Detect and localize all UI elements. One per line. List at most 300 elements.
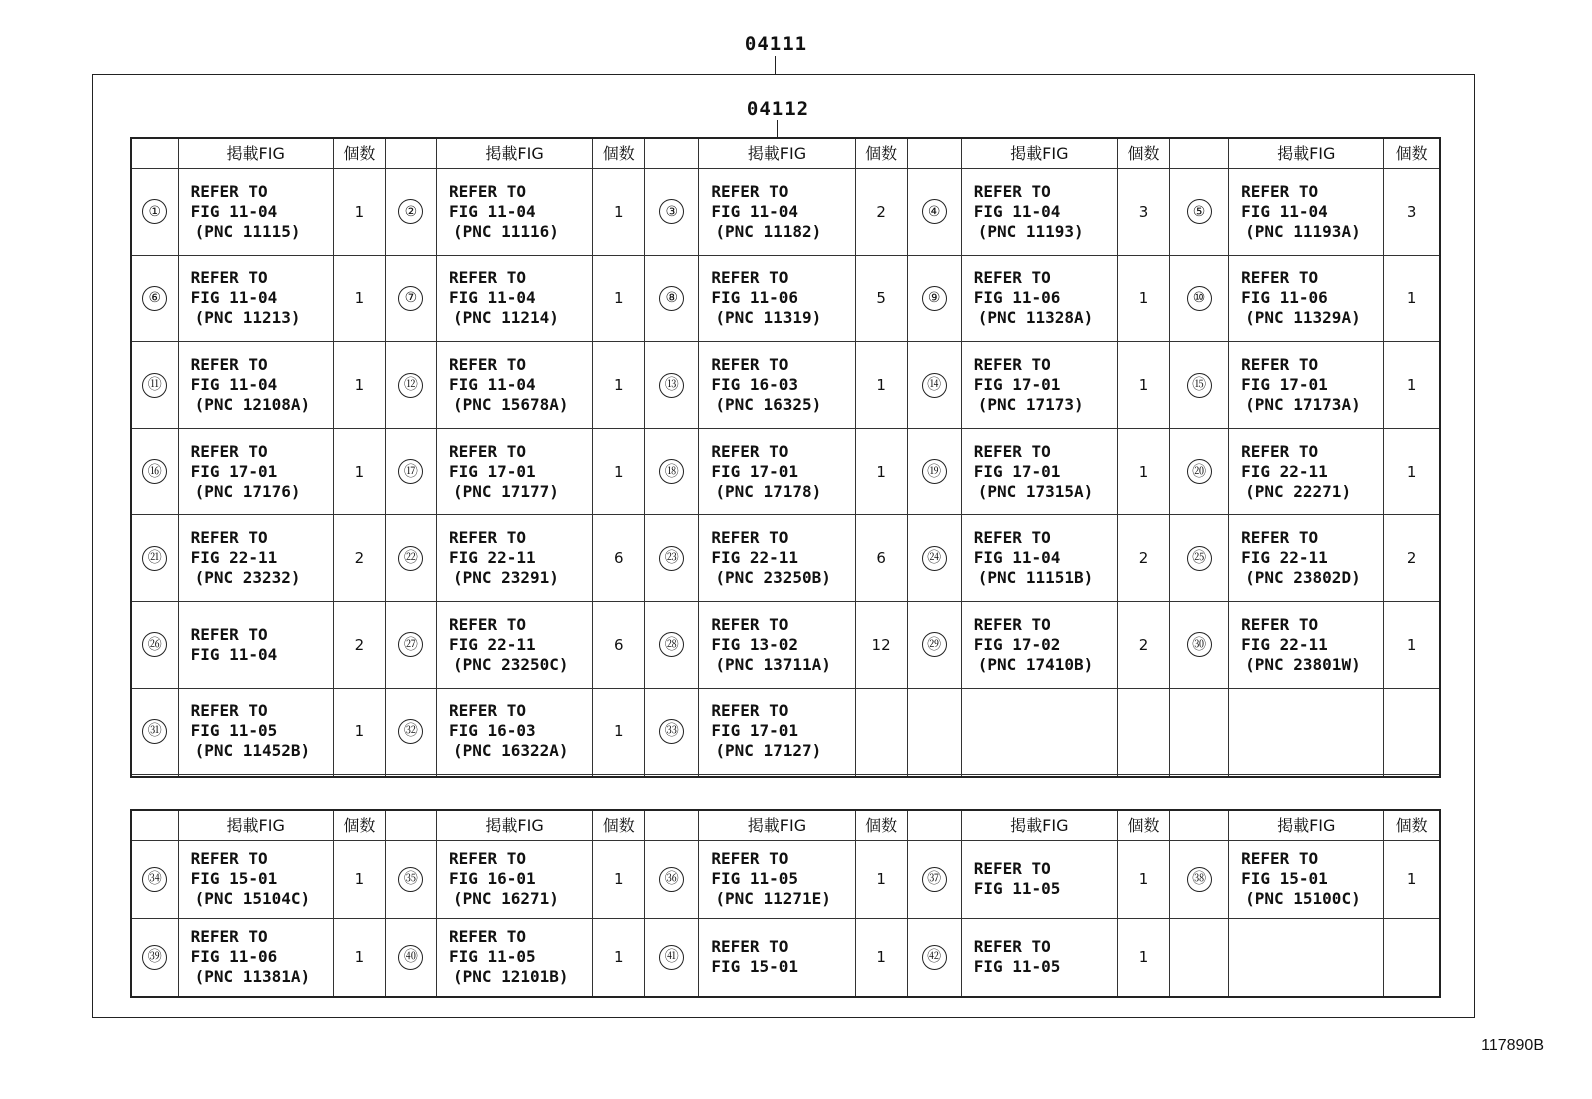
callout-number: ㉞	[142, 867, 167, 892]
reference-cell	[699, 841, 855, 919]
fig-reference: FIG 11-04	[711, 201, 799, 221]
refer-to-text: REFER TO	[448, 927, 526, 947]
callout-number: ①	[142, 199, 167, 224]
quantity-cell	[1117, 688, 1169, 775]
quantity-cell: 1	[855, 428, 907, 515]
callout-number: ㉟	[398, 867, 423, 892]
callout-number: ㉙	[922, 632, 947, 657]
refer-to-text: REFER TO	[448, 181, 526, 201]
callout-cell	[645, 775, 699, 777]
reference-cell	[178, 515, 333, 602]
fig-reference: FIG 13-02	[711, 634, 799, 654]
table-header-row	[131, 810, 1440, 841]
quantity-cell: 2	[1117, 602, 1169, 689]
callout-number: ③	[659, 199, 684, 224]
callout-cell	[645, 255, 699, 342]
fig-reference: FIG 17-02	[973, 634, 1061, 654]
refer-to-text: REFER TO	[711, 181, 789, 201]
callout-cell	[907, 342, 961, 429]
reference-cell	[1229, 841, 1384, 919]
fig-reference: FIG 17-01	[190, 461, 278, 481]
callout-cell	[1170, 169, 1229, 256]
table-row	[131, 428, 1440, 515]
fig-reference: FIG 17-01	[711, 721, 799, 741]
quantity-cell	[855, 688, 907, 775]
callout-cell	[385, 169, 436, 256]
reference-cell	[699, 688, 855, 775]
quantity-cell	[1384, 688, 1440, 775]
callout-cell	[645, 342, 699, 429]
reference-cell	[1229, 515, 1384, 602]
table-row	[131, 775, 1440, 777]
callout-number: ㉒	[398, 546, 423, 571]
quantity-cell	[1384, 775, 1440, 777]
pnc-number: (PNC 16271)	[452, 889, 559, 909]
reference-cell	[1229, 428, 1384, 515]
callout-cell	[1170, 428, 1229, 515]
pnc-number: (PNC 11193A)	[1245, 221, 1361, 241]
pnc-number: (PNC 11213)	[194, 308, 301, 328]
refer-to-text: REFER TO	[973, 859, 1051, 879]
fig-reference: FIG 11-06	[711, 288, 799, 308]
refer-to-text: REFER TO	[973, 268, 1051, 288]
reference-cell	[699, 255, 855, 342]
callout-cell	[131, 688, 178, 775]
quantity-cell: 2	[333, 602, 385, 689]
fig-reference: FIG 22-11	[1241, 548, 1328, 568]
pnc-number: (PNC 11452B)	[194, 741, 311, 761]
header-fig-cell: 掲載FIG	[699, 138, 855, 169]
callout-cell	[131, 841, 178, 919]
reference-cell	[1229, 342, 1384, 429]
reference-cell	[436, 775, 592, 777]
pnc-number: (PNC 12101B)	[452, 967, 569, 987]
pnc-number: (PNC 22271)	[1245, 481, 1352, 501]
refer-to-text: REFER TO	[1241, 614, 1319, 634]
refer-to-text: REFER TO	[973, 441, 1051, 461]
table-row	[131, 169, 1440, 256]
reference-cell	[961, 688, 1117, 775]
reference-cell	[699, 775, 855, 777]
callout-cell	[1170, 342, 1229, 429]
table-row	[131, 841, 1440, 919]
callout-number: ㊵	[398, 945, 423, 970]
reference-cell	[436, 688, 592, 775]
callout-cell	[645, 918, 699, 997]
refer-to-text: REFER TO	[1241, 268, 1319, 288]
quantity-cell: 1	[333, 169, 385, 256]
callout-number: ㊷	[922, 945, 947, 970]
quantity-cell: 6	[593, 515, 645, 602]
quantity-cell: 5	[855, 255, 907, 342]
pnc-number: (PNC 11319)	[715, 308, 822, 328]
quantity-cell: 6	[593, 602, 645, 689]
reference-cell	[961, 775, 1117, 777]
fig-reference: FIG 22-11	[448, 548, 536, 568]
fig-reference: FIG 11-05	[973, 957, 1061, 977]
callout-number: ④	[922, 199, 947, 224]
fig-reference: FIG 11-04	[1241, 201, 1328, 221]
reference-cell	[178, 255, 333, 342]
fig-reference: FIG 17-01	[1241, 375, 1328, 395]
quantity-cell: 1	[1384, 342, 1440, 429]
refer-to-text: REFER TO	[1241, 355, 1319, 375]
quantity-cell: 1	[1117, 428, 1169, 515]
callout-number: ㉕	[1187, 546, 1212, 571]
quantity-cell: 1	[855, 342, 907, 429]
refer-to-text: REFER TO	[973, 937, 1051, 957]
header-qty-cell: 個数	[333, 138, 385, 169]
quantity-cell: 1	[593, 342, 645, 429]
callout-number: ㊳	[1187, 867, 1212, 892]
pnc-number: (PNC 15104C)	[194, 889, 311, 909]
quantity-cell: 1	[333, 918, 385, 997]
fig-reference: FIG 11-05	[190, 721, 278, 741]
reference-cell	[961, 602, 1117, 689]
callout-cell	[907, 255, 961, 342]
reference-cell	[699, 515, 855, 602]
fig-reference: FIG 11-04	[190, 288, 278, 308]
pnc-number: (PNC 12108A)	[194, 395, 311, 415]
header-number-cell	[907, 138, 961, 169]
callout-number: ㊱	[659, 867, 684, 892]
pnc-number: (PNC 23250B)	[715, 568, 831, 588]
callout-number: ⑥	[142, 286, 167, 311]
pnc-number: (PNC 16322A)	[452, 741, 569, 761]
refer-to-text: REFER TO	[190, 849, 268, 869]
quantity-cell: 1	[593, 428, 645, 515]
fig-reference: FIG 11-04	[190, 644, 278, 664]
quantity-cell: 1	[593, 688, 645, 775]
fig-reference: FIG 17-01	[973, 461, 1061, 481]
reference-cell	[961, 255, 1117, 342]
callout-cell	[645, 428, 699, 515]
quantity-cell: 3	[1384, 169, 1440, 256]
reference-cell	[699, 342, 855, 429]
refer-to-text: REFER TO	[1241, 441, 1319, 461]
quantity-cell: 1	[1384, 841, 1440, 919]
callout-cell	[131, 428, 178, 515]
callout-number: ⑭	[922, 373, 947, 398]
reference-cell	[436, 428, 592, 515]
quantity-cell: 1	[1117, 255, 1169, 342]
refer-to-text: REFER TO	[711, 849, 789, 869]
quantity-cell: 1	[333, 841, 385, 919]
reference-cell	[1229, 918, 1384, 997]
assembly-callout-label: 04111	[744, 33, 808, 55]
pnc-number: (PNC 11151B)	[977, 568, 1094, 588]
callout-number: ⑩	[1187, 286, 1212, 311]
callout-cell	[385, 428, 436, 515]
pnc-number: (PNC 11271E)	[715, 889, 831, 909]
pnc-number: (PNC 17315A)	[977, 481, 1094, 501]
refer-to-text: REFER TO	[1241, 528, 1319, 548]
reference-cell	[699, 169, 855, 256]
quantity-cell	[593, 775, 645, 777]
reference-cell	[178, 775, 333, 777]
quantity-cell	[855, 775, 907, 777]
reference-cell	[436, 169, 592, 256]
quantity-cell: 6	[855, 515, 907, 602]
fig-reference: FIG 11-05	[973, 879, 1061, 899]
refer-to-text: REFER TO	[711, 355, 789, 375]
fig-reference: FIG 11-05	[711, 869, 799, 889]
callout-number: ⑲	[922, 459, 947, 484]
refer-to-text: REFER TO	[1241, 849, 1319, 869]
reference-cell	[178, 841, 333, 919]
reference-cell	[436, 602, 592, 689]
quantity-cell: 1	[333, 342, 385, 429]
reference-cell	[961, 841, 1117, 919]
pnc-number: (PNC 11115)	[194, 221, 301, 241]
quantity-cell: 1	[593, 169, 645, 256]
refer-to-text: REFER TO	[448, 355, 526, 375]
refer-to-text: REFER TO	[711, 441, 789, 461]
callout-number: ㉔	[922, 546, 947, 571]
refer-to-text: REFER TO	[711, 701, 789, 721]
fig-reference: FIG 22-11	[1241, 634, 1328, 654]
callout-cell	[385, 342, 436, 429]
quantity-cell: 1	[855, 841, 907, 919]
header-qty-cell: 個数	[1117, 810, 1169, 841]
fig-reference: FIG 11-04	[973, 201, 1061, 221]
refer-to-text: REFER TO	[190, 268, 268, 288]
callout-number: ㊶	[659, 945, 684, 970]
callout-number: ㉓	[659, 546, 684, 571]
fig-reference: FIG 11-06	[1241, 288, 1328, 308]
refer-to-text: REFER TO	[190, 624, 268, 644]
header-number-cell	[907, 810, 961, 841]
refer-to-text: REFER TO	[973, 614, 1051, 634]
callout-number: ⑳	[1187, 459, 1212, 484]
subassembly-leader-line	[777, 120, 778, 138]
fig-reference: FIG 16-03	[448, 721, 536, 741]
reference-cell	[178, 602, 333, 689]
quantity-cell: 2	[1384, 515, 1440, 602]
header-fig-cell: 掲載FIG	[961, 810, 1117, 841]
callout-cell	[907, 169, 961, 256]
callout-cell	[645, 688, 699, 775]
reference-cell	[1229, 602, 1384, 689]
pnc-number: (PNC 17410B)	[977, 654, 1094, 674]
header-qty-cell: 個数	[1117, 138, 1169, 169]
fig-reference: FIG 11-04	[448, 288, 536, 308]
callout-number: ㉛	[142, 719, 167, 744]
fig-reference: FIG 11-04	[973, 548, 1061, 568]
fig-reference: FIG 11-06	[973, 288, 1061, 308]
header-qty-cell: 個数	[593, 810, 645, 841]
callout-number: ⑱	[659, 459, 684, 484]
header-fig-cell: 掲載FIG	[178, 810, 333, 841]
fig-reference: FIG 15-01	[711, 957, 799, 977]
callout-cell	[131, 342, 178, 429]
quantity-cell: 1	[333, 428, 385, 515]
header-qty-cell: 個数	[855, 810, 907, 841]
refer-to-text: REFER TO	[973, 528, 1051, 548]
reference-cell	[961, 169, 1117, 256]
callout-cell	[385, 688, 436, 775]
quantity-cell	[1384, 918, 1440, 997]
fig-reference: FIG 15-01	[1241, 869, 1328, 889]
callout-number: ㉘	[659, 632, 684, 657]
quantity-cell: 1	[333, 255, 385, 342]
table-row	[131, 255, 1440, 342]
quantity-cell: 1	[593, 918, 645, 997]
callout-cell	[385, 775, 436, 777]
refer-to-text: REFER TO	[448, 701, 526, 721]
refer-to-text: REFER TO	[190, 441, 268, 461]
callout-cell	[907, 602, 961, 689]
header-fig-cell: 掲載FIG	[961, 138, 1117, 169]
header-number-cell	[1170, 810, 1229, 841]
reference-cell	[436, 255, 592, 342]
fig-reference: FIG 17-01	[711, 461, 799, 481]
quantity-cell	[333, 775, 385, 777]
callout-cell	[385, 515, 436, 602]
pnc-number: (PNC 11328A)	[977, 308, 1094, 328]
header-number-cell	[645, 810, 699, 841]
fig-reference: FIG 11-04	[190, 375, 278, 395]
reference-cell	[178, 169, 333, 256]
pnc-number: (PNC 23232)	[194, 568, 301, 588]
pnc-number: (PNC 23802D)	[1245, 568, 1361, 588]
refer-to-text: REFER TO	[448, 441, 526, 461]
callout-number: ⑪	[142, 373, 167, 398]
fig-reference: FIG 15-01	[190, 869, 278, 889]
header-fig-cell: 掲載FIG	[1229, 810, 1384, 841]
header-fig-cell: 掲載FIG	[1229, 138, 1384, 169]
quantity-cell: 1	[593, 841, 645, 919]
reference-cell	[178, 428, 333, 515]
callout-cell	[385, 918, 436, 997]
refer-to-text: REFER TO	[448, 614, 526, 634]
fig-reference: FIG 17-01	[973, 375, 1061, 395]
pnc-number: (PNC 17176)	[194, 481, 301, 501]
reference-cell	[961, 428, 1117, 515]
header-number-cell	[385, 810, 436, 841]
fig-reference: FIG 22-11	[190, 548, 278, 568]
subassembly-callout-label: 04112	[746, 98, 810, 120]
pnc-number: (PNC 11381A)	[194, 967, 311, 987]
pnc-number: (PNC 17173)	[977, 395, 1084, 415]
callout-number: ㉑	[142, 546, 167, 571]
callout-cell	[645, 602, 699, 689]
callout-cell	[1170, 255, 1229, 342]
pnc-number: (PNC 11329A)	[1245, 308, 1361, 328]
header-qty-cell: 個数	[855, 138, 907, 169]
callout-cell	[907, 515, 961, 602]
pnc-number: (PNC 15100C)	[1245, 889, 1361, 909]
callout-number: ⑬	[659, 373, 684, 398]
reference-cell	[436, 918, 592, 997]
callout-cell	[1170, 688, 1229, 775]
callout-number: ⑮	[1187, 373, 1212, 398]
header-qty-cell: 個数	[333, 810, 385, 841]
reference-cell	[178, 342, 333, 429]
header-number-cell	[131, 810, 178, 841]
pnc-number: (PNC 11193)	[977, 221, 1084, 241]
fig-reference: FIG 16-03	[711, 375, 799, 395]
header-qty-cell: 個数	[1384, 138, 1440, 169]
pnc-number: (PNC 23801W)	[1245, 654, 1361, 674]
header-fig-cell: 掲載FIG	[699, 810, 855, 841]
quantity-cell	[1117, 775, 1169, 777]
fig-reference: FIG 11-04	[448, 375, 536, 395]
refer-to-text: REFER TO	[1241, 181, 1319, 201]
callout-cell	[907, 841, 961, 919]
callout-number: ㉝	[659, 719, 684, 744]
callout-number: ⑤	[1187, 199, 1212, 224]
pnc-number: (PNC 13711A)	[715, 654, 831, 674]
refer-to-text: REFER TO	[711, 528, 789, 548]
callout-cell	[645, 515, 699, 602]
callout-number: ㉖	[142, 632, 167, 657]
callout-cell	[907, 428, 961, 515]
reference-cell	[1229, 688, 1384, 775]
header-qty-cell: 個数	[1384, 810, 1440, 841]
callout-cell	[131, 775, 178, 777]
header-fig-cell: 掲載FIG	[178, 138, 333, 169]
refer-to-text: REFER TO	[190, 181, 268, 201]
header-qty-cell: 個数	[593, 138, 645, 169]
reference-cell	[178, 688, 333, 775]
callout-cell	[131, 515, 178, 602]
callout-cell	[1170, 515, 1229, 602]
refer-to-text: REFER TO	[973, 355, 1051, 375]
callout-cell	[131, 169, 178, 256]
fig-reference: FIG 22-11	[711, 548, 799, 568]
callout-cell	[385, 602, 436, 689]
callout-cell	[385, 841, 436, 919]
reference-cell	[961, 515, 1117, 602]
callout-cell	[131, 918, 178, 997]
table-row	[131, 602, 1440, 689]
quantity-cell: 1	[1384, 255, 1440, 342]
pnc-number: (PNC 11182)	[715, 221, 822, 241]
quantity-cell: 12	[855, 602, 907, 689]
refer-to-text: REFER TO	[711, 614, 789, 634]
header-number-cell	[131, 138, 178, 169]
callout-cell	[1170, 918, 1229, 997]
callout-number: ⑫	[398, 373, 423, 398]
callout-number: ㉗	[398, 632, 423, 657]
reference-cell	[961, 342, 1117, 429]
callout-number: ㊴	[142, 945, 167, 970]
pnc-number: (PNC 23250C)	[452, 654, 569, 674]
table-row	[131, 342, 1440, 429]
pnc-number: (PNC 15678A)	[452, 395, 569, 415]
table-row	[131, 918, 1440, 997]
callout-cell	[131, 255, 178, 342]
fig-reference: FIG 11-05	[448, 947, 536, 967]
lower-reference-table	[130, 809, 1441, 998]
table-row	[131, 515, 1440, 602]
quantity-cell: 1	[593, 255, 645, 342]
refer-to-text: REFER TO	[711, 268, 789, 288]
refer-to-text: REFER TO	[711, 937, 789, 957]
refer-to-text: REFER TO	[448, 849, 526, 869]
pnc-number: (PNC 23291)	[452, 568, 559, 588]
callout-cell	[907, 775, 961, 777]
reference-cell	[178, 918, 333, 997]
pnc-number: (PNC 16325)	[715, 395, 822, 415]
reference-cell	[436, 342, 592, 429]
reference-cell	[961, 918, 1117, 997]
reference-cell	[1229, 255, 1384, 342]
refer-to-text: REFER TO	[448, 528, 526, 548]
header-fig-cell: 掲載FIG	[436, 810, 592, 841]
pnc-number: (PNC 17178)	[715, 481, 822, 501]
